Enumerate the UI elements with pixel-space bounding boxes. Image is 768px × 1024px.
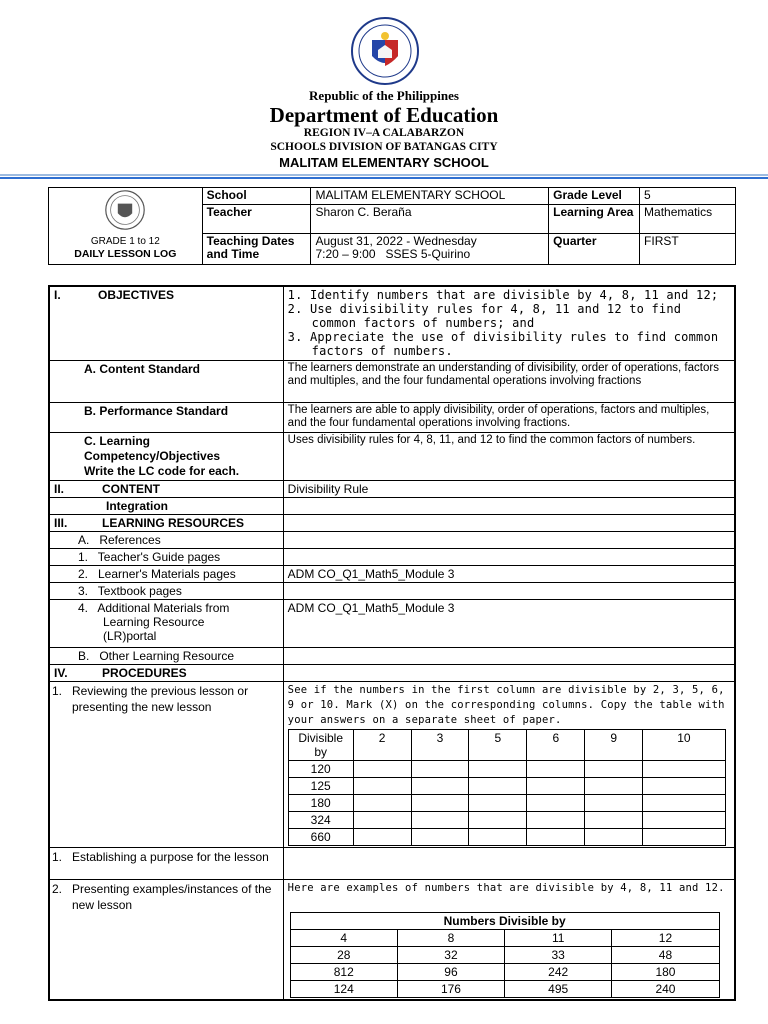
dates-value-line1: August 31, 2022 - Wednesday xyxy=(315,234,477,249)
empty-cell xyxy=(527,811,585,828)
empty-cell xyxy=(527,777,585,794)
ex-cell: 240 xyxy=(612,980,719,997)
div-row-number: 324 xyxy=(288,811,353,828)
empty-cell xyxy=(411,777,469,794)
content-header xyxy=(49,480,283,497)
content-value: Divisibility Rule xyxy=(283,480,735,497)
grade-range: GRADE 1 to 12 xyxy=(90,236,160,247)
resources-value xyxy=(283,514,735,531)
empty-cell xyxy=(585,760,643,777)
competency-text: Uses divisibility rules for 4, 8, 11, and 12 to find the common factors of numbers. xyxy=(283,432,735,480)
objectives-list xyxy=(283,286,735,360)
procedures-value xyxy=(283,664,735,681)
quarter-label: Quarter xyxy=(549,234,640,265)
procedures-num: IV. xyxy=(54,665,68,680)
objectives-header xyxy=(49,286,283,360)
empty-cell xyxy=(469,794,527,811)
procedures-label: PROCEDURES xyxy=(102,665,187,680)
table-row xyxy=(288,811,725,828)
empty-cell xyxy=(411,811,469,828)
div-header-cell: 6 xyxy=(527,729,585,760)
grade-label: Grade Level xyxy=(549,188,640,205)
region-text: REGION IV–A CALABARZON xyxy=(303,127,465,139)
div-header-cell: 10 xyxy=(643,729,726,760)
teacher-label: Teacher xyxy=(202,205,311,234)
empty-cell xyxy=(643,811,726,828)
div-header-cell: 3 xyxy=(411,729,469,760)
empty-cell xyxy=(469,828,527,845)
teachers-guide-label: 1. Teacher's Guide pages xyxy=(49,548,283,565)
dates-value-line2: 7:20 – 9:00 SSES 5-Quirino xyxy=(315,247,471,262)
reviewing-text: See if the numbers in the first column are divisible by 2, 3, 5, 6, 9 or 10. Mark (X) on the corresponding columns. Copy the table with your answers on a separate sheet of paper. xyxy=(287,683,725,726)
republic-text: Republic of the Philippines xyxy=(309,88,459,103)
reviewing-content xyxy=(283,681,735,847)
ex-cell: 96 xyxy=(397,963,504,980)
empty-cell xyxy=(353,777,411,794)
objective-item: 3. Appreciate the use of divisibility rules to find common factors of numbers. xyxy=(287,330,719,358)
department-title: Department of Education xyxy=(269,103,499,127)
empty-cell xyxy=(643,777,726,794)
empty-cell xyxy=(353,760,411,777)
empty-cell xyxy=(353,811,411,828)
ex-cell: 33 xyxy=(505,946,612,963)
ex-cell: 180 xyxy=(612,963,719,980)
ex-header-cell: 8 xyxy=(397,929,504,946)
div-row-number: 180 xyxy=(288,794,353,811)
empty-cell xyxy=(411,760,469,777)
logo-cell xyxy=(49,188,203,265)
empty-cell xyxy=(585,777,643,794)
school-value: MALITAM ELEMENTARY SCHOOL xyxy=(311,188,549,205)
presenting-content xyxy=(283,879,735,1000)
deped-small-seal-icon xyxy=(97,189,153,231)
teachers-guide-value xyxy=(283,548,735,565)
ex-cell: 32 xyxy=(397,946,504,963)
empty-cell xyxy=(527,828,585,845)
grade-value: 5 xyxy=(640,188,736,205)
empty-cell xyxy=(353,794,411,811)
performance-standard-label: B. Performance Standard xyxy=(49,402,283,432)
school-name: MALITAM ELEMENTARY SCHOOL xyxy=(279,155,489,170)
examples-title: Numbers Divisible by xyxy=(290,912,719,929)
empty-cell xyxy=(469,777,527,794)
table-row xyxy=(290,963,719,980)
additional-materials-value: ADM CO_Q1_Math5_Module 3 xyxy=(283,599,735,647)
objective-item: 2. Use divisibility rules for 4, 8, 11 and 12 to find common factors of numbers; and xyxy=(287,302,682,330)
purpose-label: 1. Establishing a purpose for the lesson xyxy=(49,847,283,879)
empty-cell xyxy=(585,794,643,811)
teacher-value: Sharon C. Beraña xyxy=(311,205,549,234)
resources-label: LEARNING RESOURCES xyxy=(102,515,245,530)
ex-cell: 495 xyxy=(505,980,612,997)
other-resource-label: B. Other Learning Resource xyxy=(49,647,283,664)
textbook-value xyxy=(283,582,735,599)
objectives-label: OBJECTIVES xyxy=(98,288,175,302)
empty-cell xyxy=(353,828,411,845)
objective-item: 1. Identify numbers that are divisible by 4, 8, 11 and 12; xyxy=(287,288,719,302)
div-header-cell: Divisible by xyxy=(288,729,353,760)
empty-cell xyxy=(643,794,726,811)
learners-materials-label: 2. Learner's Materials pages xyxy=(49,565,283,582)
log-title: DAILY LESSON LOG xyxy=(74,248,177,260)
ex-cell: 124 xyxy=(290,980,397,997)
other-resource-value xyxy=(283,647,735,664)
header-rule-light xyxy=(0,174,768,176)
integration-label: Integration xyxy=(49,497,283,514)
div-row-number: 120 xyxy=(288,760,353,777)
textbook-label: 3. Textbook pages xyxy=(49,582,283,599)
div-header-cell: 5 xyxy=(469,729,527,760)
content-standard-text: The learners demonstrate an understanding of divisibility, order of operations, factors and multiples, and the four fundamental operations involving fractions xyxy=(283,360,735,402)
table-row xyxy=(290,980,719,997)
learners-materials-value: ADM CO_Q1_Math5_Module 3 xyxy=(283,565,735,582)
ex-header-cell: 4 xyxy=(290,929,397,946)
content-num: II. xyxy=(54,481,65,496)
table-row xyxy=(290,946,719,963)
div-row-number: 660 xyxy=(288,828,353,845)
presenting-label: 2. Presenting examples/instances of the new lesson xyxy=(49,879,283,1000)
header-rule-dark xyxy=(0,177,768,179)
empty-cell xyxy=(527,794,585,811)
additional-materials-label xyxy=(49,599,283,647)
additional-materials-line2: Learning Resource xyxy=(103,614,205,629)
ex-cell: 28 xyxy=(290,946,397,963)
ex-cell: 48 xyxy=(612,946,719,963)
division-text: SCHOOLS DIVISION OF BATANGAS CITY xyxy=(270,141,498,153)
presenting-text: Here are examples of numbers that are divisible by 4, 8, 11 and 12. xyxy=(287,881,725,894)
performance-standard-text: The learners are able to apply divisibility, order of operations, factors and multiples, and the four fundamental operations involving fractions. xyxy=(283,402,735,432)
lesson-plan-table xyxy=(48,285,736,1001)
examples-table xyxy=(290,912,720,998)
empty-cell xyxy=(469,760,527,777)
empty-cell xyxy=(411,794,469,811)
empty-cell xyxy=(411,828,469,845)
empty-cell xyxy=(585,828,643,845)
procedures-header xyxy=(49,664,283,681)
ex-cell: 176 xyxy=(397,980,504,997)
empty-cell xyxy=(643,760,726,777)
empty-cell xyxy=(527,760,585,777)
table-row xyxy=(288,794,725,811)
competency-label-line2: Competency/Objectives xyxy=(84,448,221,463)
div-header-cell: 2 xyxy=(353,729,411,760)
ex-cell: 242 xyxy=(505,963,612,980)
area-value: Mathematics xyxy=(640,205,736,234)
resources-num: III. xyxy=(54,515,68,530)
resources-header xyxy=(49,514,283,531)
ex-cell: 812 xyxy=(290,963,397,980)
school-label: School xyxy=(202,188,311,205)
lesson-info-table xyxy=(48,187,736,265)
competency-label xyxy=(49,432,283,480)
ex-header-cell: 11 xyxy=(505,929,612,946)
purpose-value xyxy=(283,847,735,879)
reviewing-label: 1. Reviewing the previous lesson or presenting the new lesson xyxy=(49,681,283,847)
references-label: A. References xyxy=(49,531,283,548)
table-row xyxy=(288,760,725,777)
integration-value xyxy=(283,497,735,514)
deped-seal-icon xyxy=(350,16,420,86)
empty-cell xyxy=(585,811,643,828)
dates-label: Teaching Dates and Time xyxy=(202,234,311,265)
content-standard-label: A. Content Standard xyxy=(49,360,283,402)
ex-header-cell: 12 xyxy=(612,929,719,946)
divisibility-table xyxy=(288,729,726,846)
table-row xyxy=(288,777,725,794)
empty-cell xyxy=(469,811,527,828)
div-row-number: 125 xyxy=(288,777,353,794)
content-label: CONTENT xyxy=(102,481,160,496)
quarter-value: FIRST xyxy=(640,234,736,265)
empty-cell xyxy=(643,828,726,845)
objectives-num: I. xyxy=(54,288,61,302)
table-row xyxy=(288,828,725,845)
area-label: Learning Area xyxy=(549,205,640,234)
competency-label-line3: Write the LC code for each. xyxy=(84,463,240,478)
competency-label-line1: C. Learning xyxy=(84,433,151,448)
dates-value xyxy=(311,234,549,265)
additional-materials-line3: (LR)portal xyxy=(103,628,157,643)
references-value xyxy=(283,531,735,548)
additional-materials-line1: 4. Additional Materials from xyxy=(78,600,230,615)
div-header-cell: 9 xyxy=(585,729,643,760)
